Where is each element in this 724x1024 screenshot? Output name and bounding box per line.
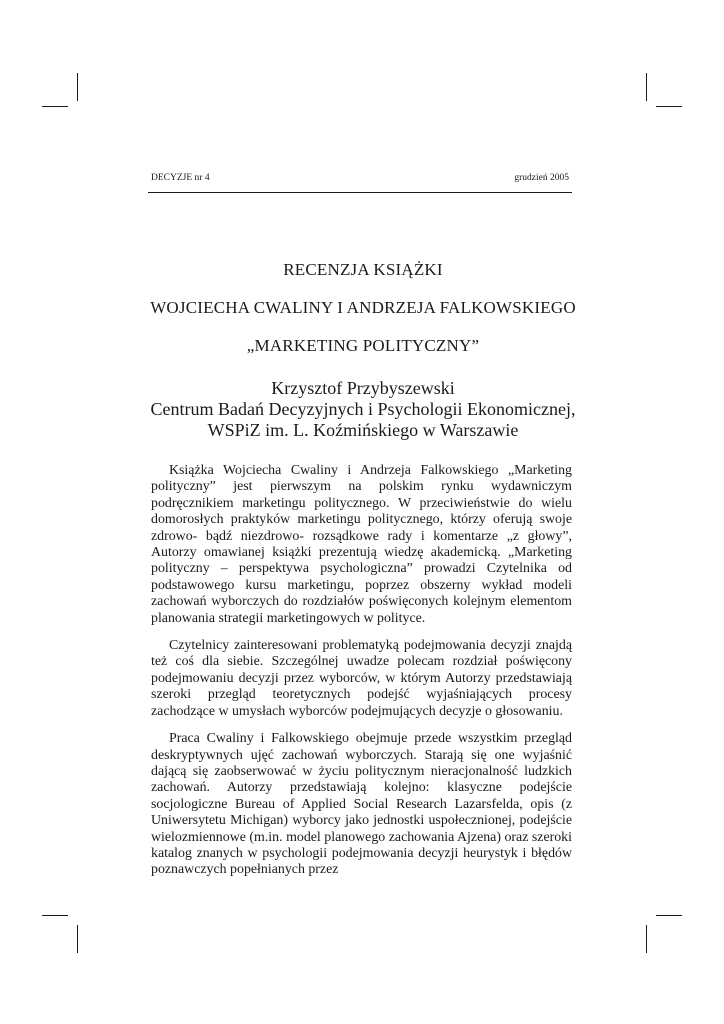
crop-mark-top-right-vertical [646, 73, 647, 101]
author-affiliation-1: Centrum Badań Decyzyjnych i Psychologii Ekonomicznej, [150, 399, 576, 419]
body-paragraph-3: Praca Cwaliny i Falkowskiego obejmuje przede wszystkim przegląd deskryptywnych ujęć zachowań wyborczych. Starają się one wyjaśnić dającą się zaobserwować w życiu politycznym nieracjonalność ludzkich zachowań. Autorzy przedstawiają kolejno: klasyczne podejście socjologiczne Bureau of Applied Social Research Lazarsfelda, opis (z Uniwersytetu Michigan) wyborcy jako jednostki uspołecznionej, podejście wielozmiennowe (m.in. model planowego zachowania Ajzena) oraz szeroki katalog znanych w psychologii podejmowania decyzji heurystyk i błędów poznawczych popełnianych przez [151, 731, 572, 878]
crop-mark-top-right-horizontal [656, 106, 682, 107]
running-head [151, 173, 569, 183]
crop-mark-bottom-right-vertical [646, 925, 647, 953]
crop-mark-bottom-right-horizontal [656, 915, 682, 916]
title-line-2: WOJCIECHA CWALINY I ANDRZEJA FALKOWSKIEGO [150, 298, 576, 317]
body-paragraph-1: Książka Wojciecha Cwaliny i Andrzeja Falkowskiego „Marketing polityczny” jest pierwszym na polskim rynku wydawniczym podręcznikiem marketingu politycznego. W przeciwieństwie do wielu domorosłych praktyków marketingu politycznego, którzy oferują swoje zdrowo- bądź niezdrowo- rozsądkowe rady i komentarze „z głowy”, Autorzy omawianej książki prezentują wiedzę akademicką. „Marketing polityczny – perspektywa psychologiczna” prowadzi Czytelnika od podstawowego kursu marketingu, poprzez obszerny wykład modeli zachowań wyborczych do rozdziałów poświęconych kolejnym elementom planowania strategii marketingowych w polityce. [151, 463, 572, 626]
crop-mark-top-left-vertical [77, 73, 78, 101]
journal-issue: DECYZJE nr 4 [151, 173, 210, 183]
title-line-3: „MARKETING POLITYCZNY” [246, 336, 480, 355]
title-line-1: RECENZJA KSIĄŻKI [283, 260, 443, 279]
body-paragraph-2: Czytelnicy zainteresowani problematyką podejmowania decyzji znajdą też coś dla siebie. Szczególnej uwadze polecam rozdział poświęcony podejmowaniu decyzji przez wyborców, w którym Autorzy przedstawiają szeroki przegląd teoretycznych podejść wyjaśniających procesy zachodzące w umysłach wyborców podejmujących decyzje o głosowaniu. [151, 638, 572, 719]
header-rule [148, 192, 572, 193]
author-affiliation-2: WSPiZ im. L. Koźmińskiego w Warszawie [207, 420, 519, 440]
crop-mark-bottom-left-vertical [77, 925, 78, 953]
crop-mark-bottom-left-horizontal [42, 915, 68, 916]
issue-date: grudzień 2005 [514, 173, 569, 183]
author-name: Krzysztof Przybyszewski [271, 378, 455, 398]
article-body [151, 463, 572, 890]
crop-mark-top-left-horizontal [42, 106, 68, 107]
author-block [120, 378, 606, 441]
article-title [140, 258, 586, 372]
